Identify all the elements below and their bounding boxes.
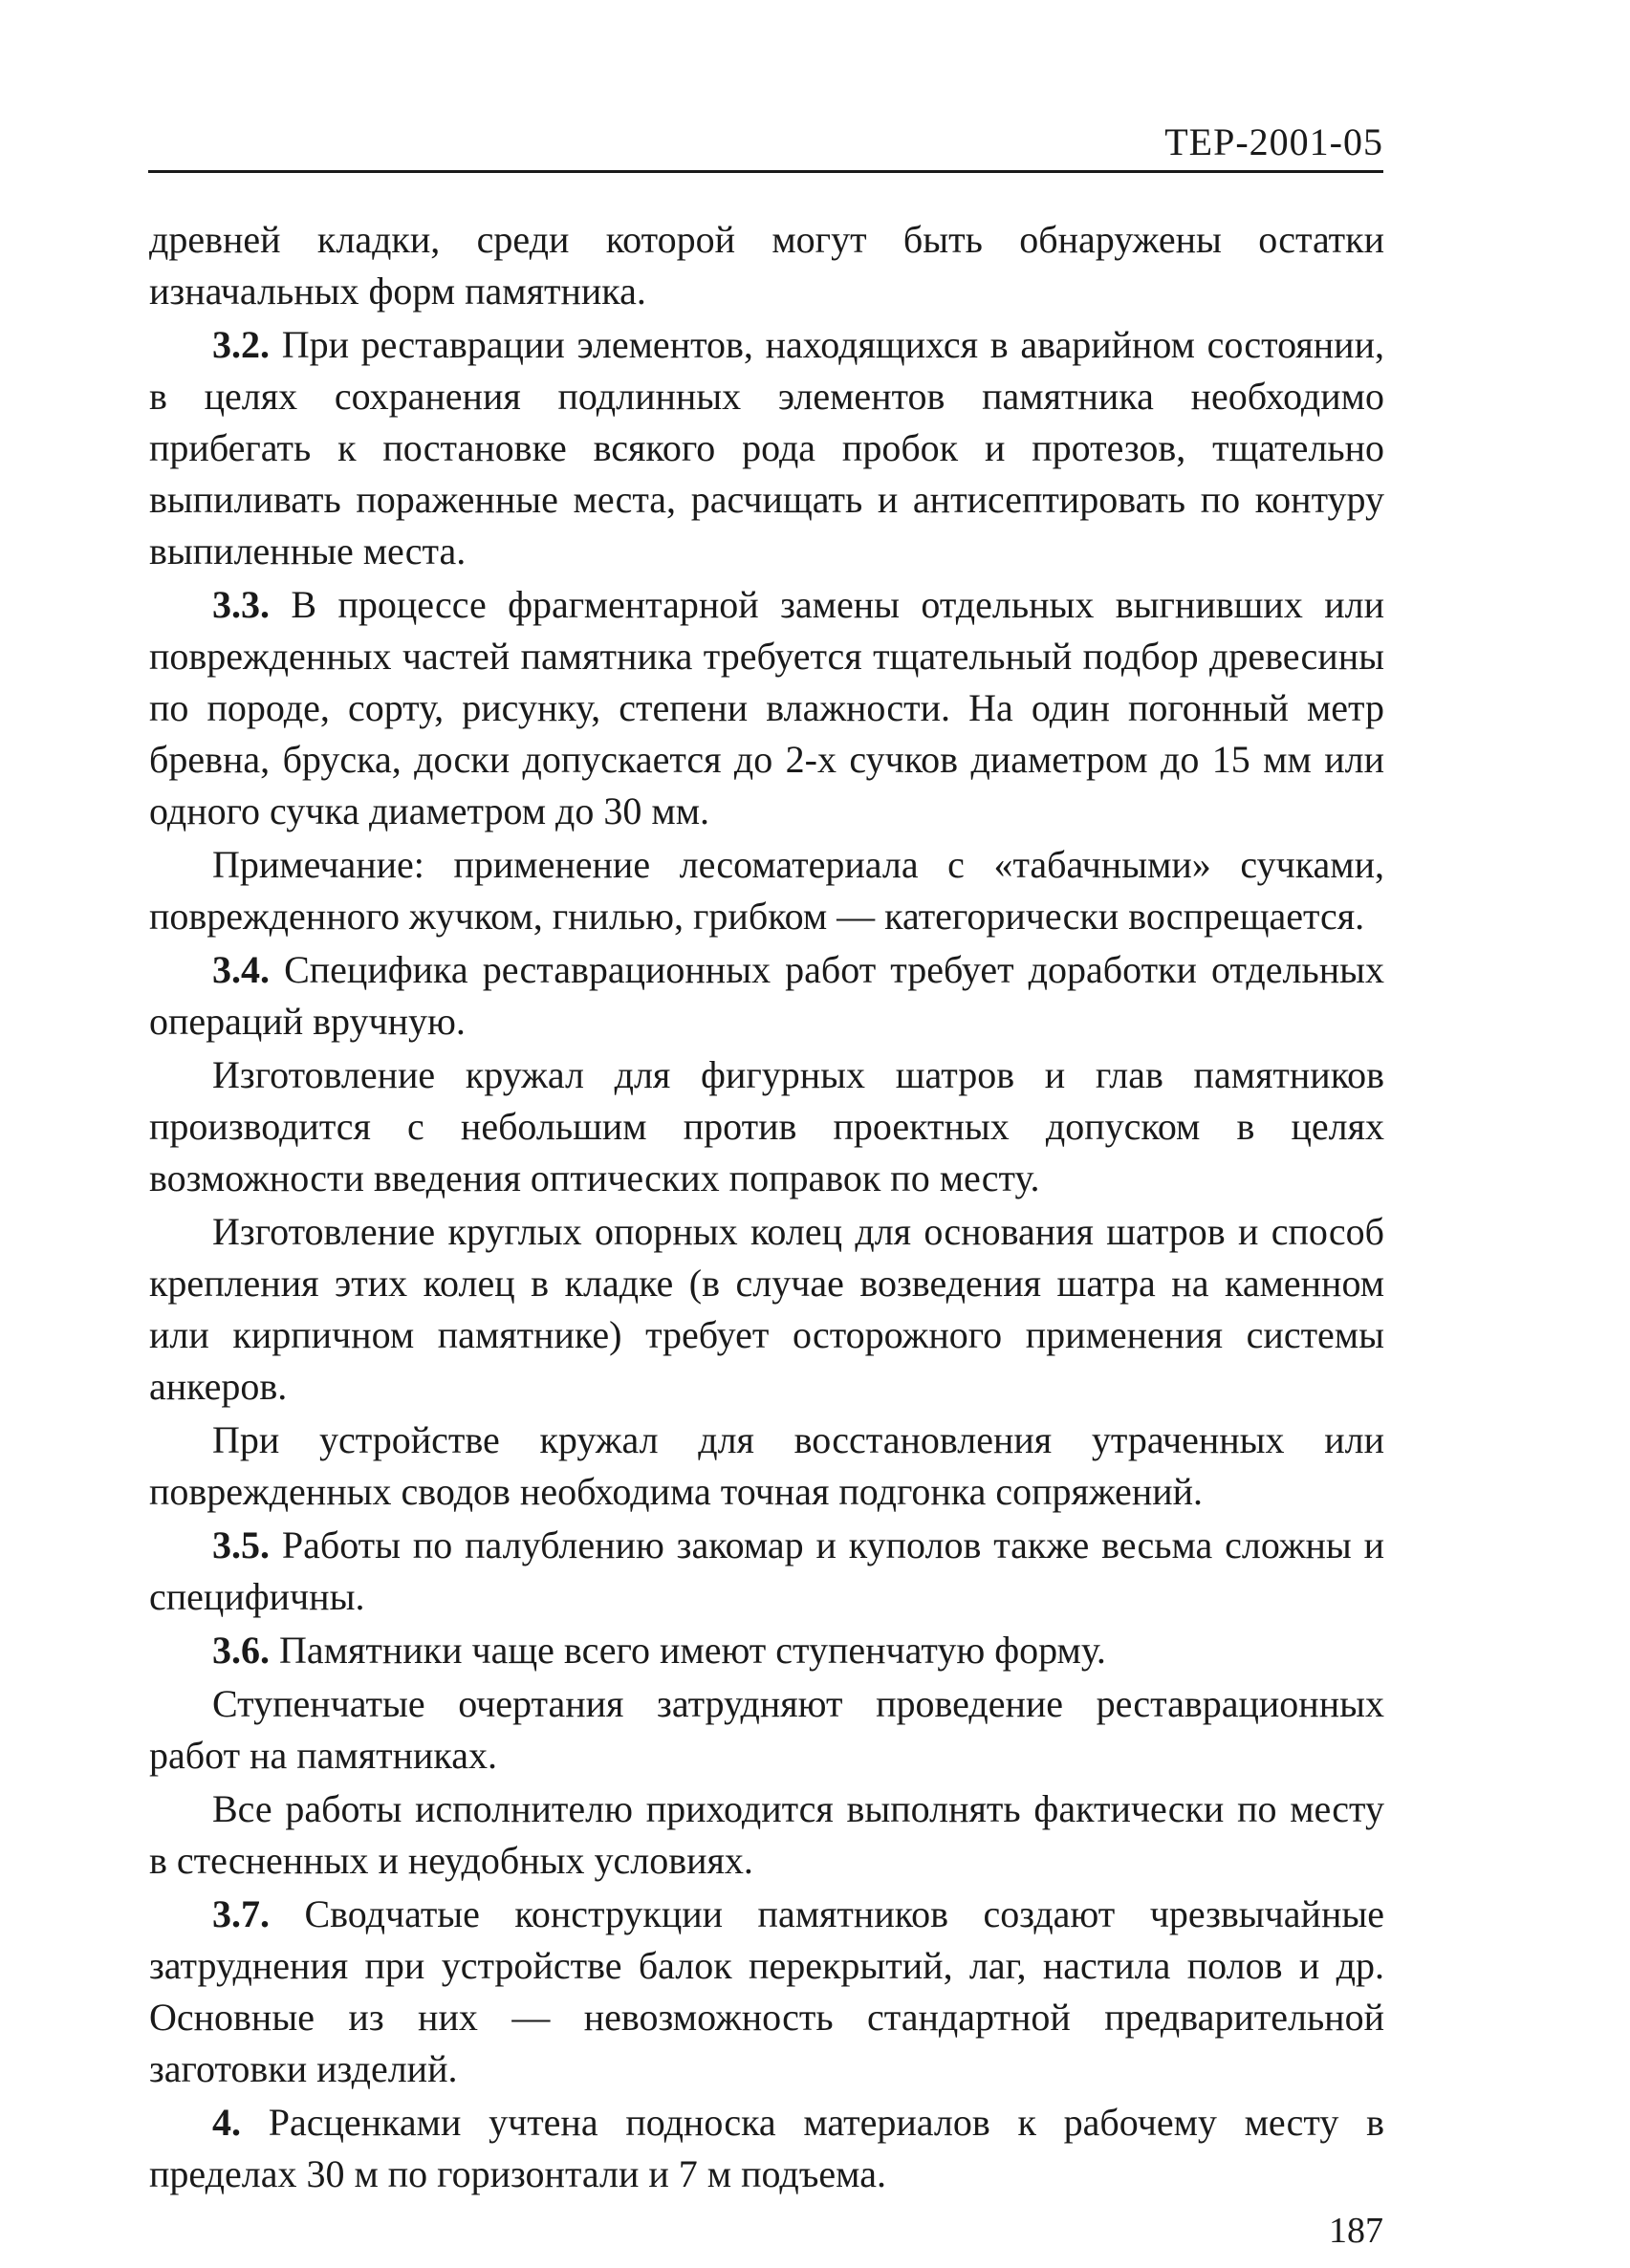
paragraph: [149, 1049, 1384, 1204]
paragraph-3-4: [149, 944, 1384, 1048]
paragraph-text: Все работы исполнителю приходится выполнять фактически по месту в стесненных и неудобных условиях.: [149, 1787, 1384, 1882]
paragraph-3-6: [149, 1625, 1384, 1676]
paragraph-note: [149, 839, 1384, 942]
paragraph: [149, 1206, 1384, 1413]
paragraph-number: 4.: [212, 2101, 241, 2144]
paragraph-3-5: [149, 1520, 1384, 1623]
paragraph-3-7: [149, 1889, 1384, 2095]
paragraph: [149, 1783, 1384, 1887]
page-number: 187: [1329, 2211, 1383, 2251]
paragraph-text: Примечание: применение лесоматериала с «табачными» сучками, поврежденного жучком, гнилью, грибком — категорически воспрещается.: [149, 843, 1384, 938]
paragraph-4: [149, 2097, 1384, 2200]
paragraph-text: В процессе фрагментарной замены отдельных выгнивших или поврежденных частей памятника требуется тщательный подбор древесины по породе, сорту, рисунку, степени влажности. На один погонный метр бревна, бруска, доски допускается до 2-х сучков диаметром до 15 мм или одного сучка диаметром до 30 мм.: [149, 583, 1384, 832]
document-code: ТЕР-2001-05: [1164, 120, 1383, 163]
paragraph-number: 3.4.: [212, 948, 270, 991]
paragraph-text: древней кладки, среди которой могут быть обнаружены остатки изначальных форм памятника.: [149, 218, 1384, 313]
paragraph-text: Памятники чаще всего имеют ступенчатую форму.: [270, 1629, 1106, 1672]
paragraph-3-3: [149, 579, 1384, 837]
paragraph-text: Сводчатые конструкции памятников создают чрезвычайные затруднения при устройстве балок перекрытий, лаг, настила полов и др. Основные из них — невозможность стандартной предварительной заготовки изделий.: [149, 1892, 1384, 2090]
paragraph-text: Расценками учтена подноска материалов к рабочему месту в пределах 30 м по горизонтали и 7 м подъема.: [149, 2101, 1384, 2195]
paragraph-number: 3.5.: [212, 1523, 270, 1566]
paragraph-number: 3.6.: [212, 1629, 270, 1672]
paragraph-text: Изготовление круглых опорных колец для основания шатров и способ крепления этих колец в кладке (в случае возведения шатра на каменном или кирпичном памятнике) требует осторожного применения системы анкеров.: [149, 1210, 1384, 1408]
body-text: [149, 214, 1384, 2200]
paragraph: [149, 1415, 1384, 1518]
header-divider: [148, 170, 1383, 173]
paragraph-text: При устройстве кружал для восстановления утраченных или поврежденных сводов необходима точная подгонка сопряжений.: [149, 1418, 1384, 1513]
paragraph-continuation: [149, 214, 1384, 317]
paragraph-3-2: [149, 319, 1384, 577]
paragraph-text: Специфика реставрационных работ требует доработки отдельных операций вручную.: [149, 948, 1384, 1043]
paragraph-text: При реставрации элементов, находящихся в аварийном состоянии, в целях сохранения подлинных элементов памятника необходимо прибегать к постановке всякого рода пробок и протезов, тщательно выпиливать пораженные места, расчищать и антисептировать по контуру выпиленные места.: [149, 323, 1384, 572]
paragraph-number: 3.2.: [212, 323, 270, 366]
paragraph-text: Ступенчатые очертания затрудняют проведение реставрационных работ на памятниках.: [149, 1682, 1384, 1777]
paragraph: [149, 1678, 1384, 1782]
paragraph-number: 3.7.: [212, 1892, 270, 1935]
paragraph-text: Изготовление кружал для фигурных шатров и глав памятников производится с небольшим против проектных допуском в целях возможности введения оптических поправок по месту.: [149, 1053, 1384, 1199]
paragraph-text: Работы по палублению закомар и куполов также весьма сложны и специфичны.: [149, 1523, 1384, 1618]
paragraph-number: 3.3.: [212, 583, 270, 626]
